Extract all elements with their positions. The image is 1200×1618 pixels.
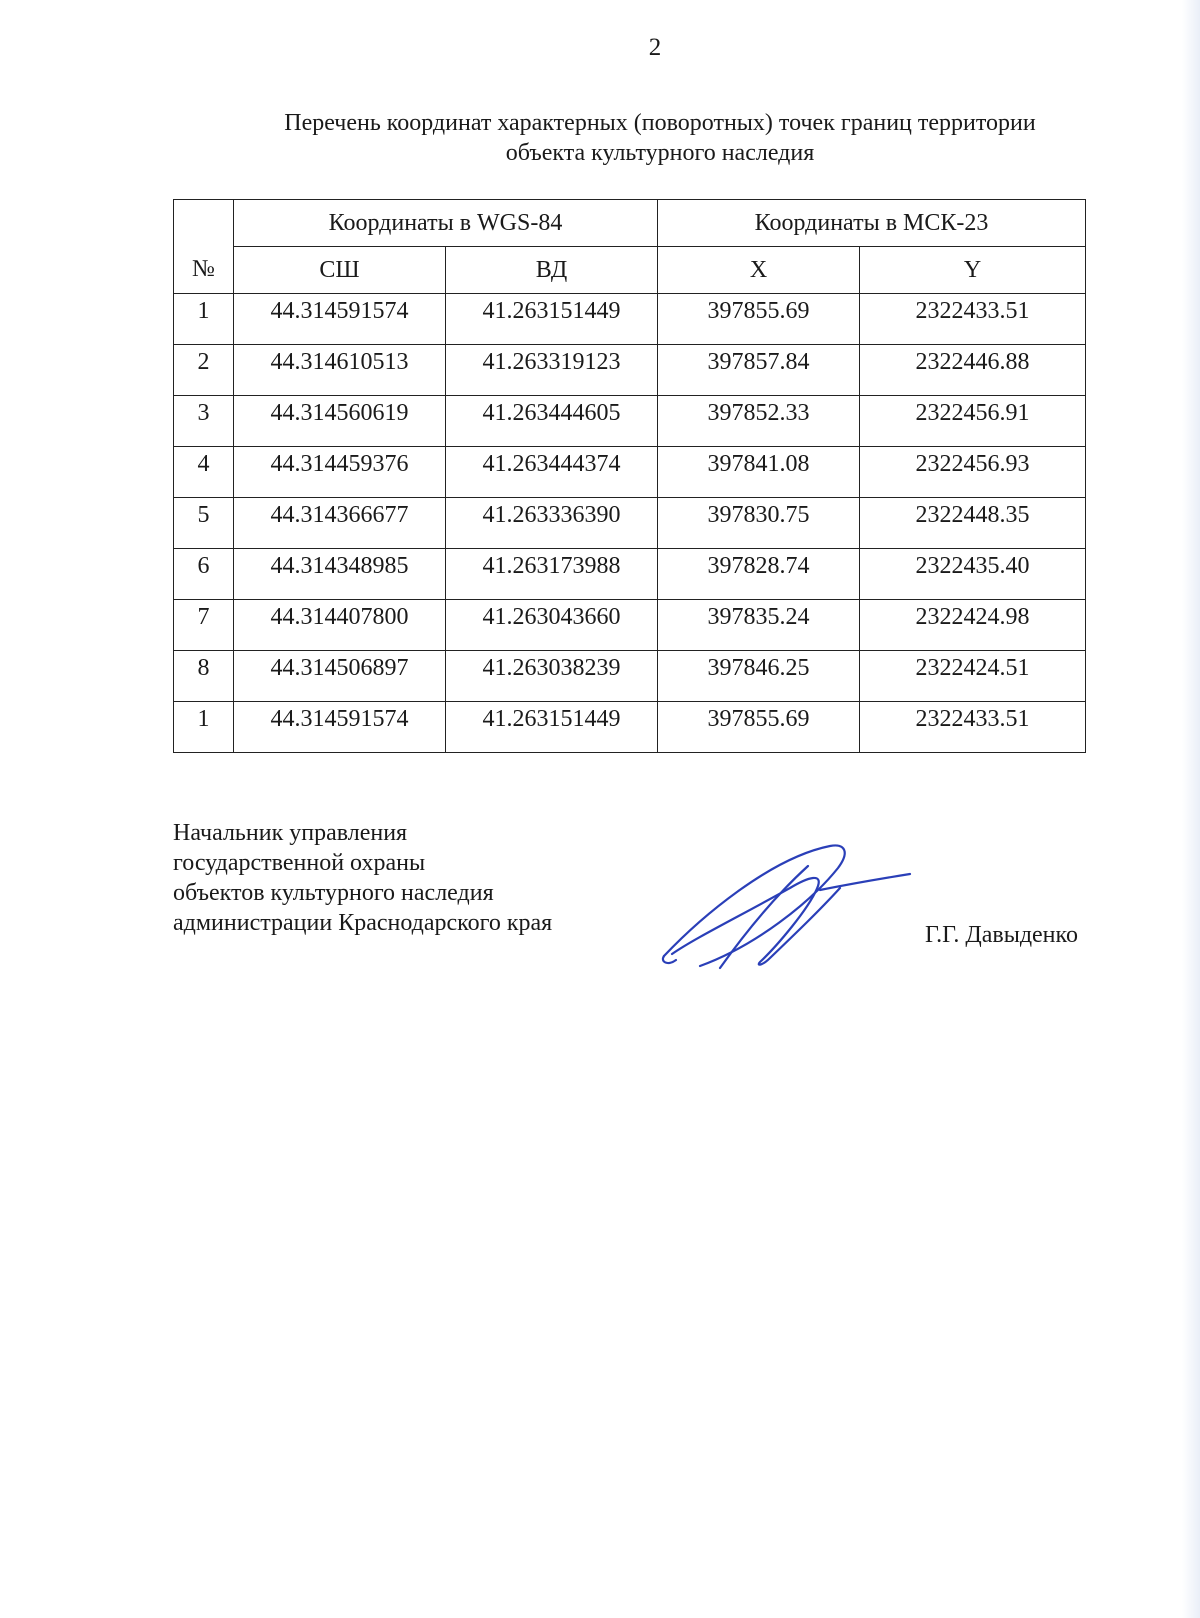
cell-y: 2322433.51 (860, 702, 1086, 753)
cell-latitude: 44.314459376 (234, 447, 446, 498)
cell-x: 397852.33 (658, 396, 860, 447)
cell-y: 2322433.51 (860, 294, 1086, 345)
table-row (174, 498, 1086, 549)
cell-x: 397841.08 (658, 447, 860, 498)
cell-point-number: 2 (174, 345, 234, 396)
table-column-header-row (174, 247, 1086, 294)
cell-longitude: 41.263151449 (446, 702, 658, 753)
scan-edge-shadow (1182, 0, 1200, 1618)
cell-y: 2322456.93 (860, 447, 1086, 498)
column-header-y: Y (860, 247, 1086, 294)
cell-point-number: 4 (174, 447, 234, 498)
handwritten-signature (660, 838, 940, 978)
cell-y: 2322424.51 (860, 651, 1086, 702)
title-line-2: объекта культурного наследия (505, 140, 815, 166)
signer-name: Г.Г. Давыденко (925, 922, 1078, 948)
cell-longitude: 41.263043660 (446, 600, 658, 651)
cell-longitude: 41.263444605 (446, 396, 658, 447)
table-row (174, 345, 1086, 396)
cell-x: 397857.84 (658, 345, 860, 396)
cell-latitude: 44.314407800 (234, 600, 446, 651)
table-row (174, 549, 1086, 600)
table-row (174, 447, 1086, 498)
cell-y: 2322456.91 (860, 396, 1086, 447)
signer-position-line: Начальник управления (173, 820, 408, 846)
cell-point-number: 8 (174, 651, 234, 702)
cell-latitude: 44.314560619 (234, 396, 446, 447)
group-header-msk23: Координаты в МСК-23 (658, 200, 1086, 247)
signer-position-line: администрации Краснодарского края (173, 910, 553, 936)
cell-x: 397828.74 (658, 549, 860, 600)
cell-x: 397855.69 (658, 294, 860, 345)
group-header-wgs84: Координаты в WGS-84 (234, 200, 658, 247)
cell-y: 2322446.88 (860, 345, 1086, 396)
signer-position (173, 818, 552, 938)
cell-x: 397846.25 (658, 651, 860, 702)
document-title (160, 108, 1160, 168)
table-row (174, 702, 1086, 753)
cell-x: 397855.69 (658, 702, 860, 753)
signer-position-line: объектов культурного наследия (173, 880, 494, 906)
cell-longitude: 41.263336390 (446, 498, 658, 549)
cell-y: 2322448.35 (860, 498, 1086, 549)
cell-point-number: 1 (174, 702, 234, 753)
cell-longitude: 41.263151449 (446, 294, 658, 345)
cell-latitude: 44.314348985 (234, 549, 446, 600)
signer-position-line: государственной охраны (173, 850, 426, 876)
title-line-1: Перечень координат характерных (поворотных) точек границ территории (284, 110, 1036, 136)
cell-latitude: 44.314366677 (234, 498, 446, 549)
cell-longitude: 41.263038239 (446, 651, 658, 702)
table-row (174, 294, 1086, 345)
cell-latitude: 44.314591574 (234, 702, 446, 753)
cell-longitude: 41.263173988 (446, 549, 658, 600)
table-row (174, 600, 1086, 651)
column-header-lon: ВД (446, 247, 658, 294)
cell-latitude: 44.314591574 (234, 294, 446, 345)
column-header-x: X (658, 247, 860, 294)
cell-x: 397830.75 (658, 498, 860, 549)
column-header-num: № (174, 200, 234, 294)
cell-longitude: 41.263319123 (446, 345, 658, 396)
coordinates-table (173, 199, 1086, 753)
cell-longitude: 41.263444374 (446, 447, 658, 498)
cell-x: 397835.24 (658, 600, 860, 651)
cell-point-number: 3 (174, 396, 234, 447)
cell-point-number: 5 (174, 498, 234, 549)
page-number: 2 (648, 34, 662, 61)
cell-point-number: 1 (174, 294, 234, 345)
cell-point-number: 6 (174, 549, 234, 600)
table-group-header-row (174, 200, 1086, 247)
cell-y: 2322424.98 (860, 600, 1086, 651)
cell-latitude: 44.314506897 (234, 651, 446, 702)
table-row (174, 396, 1086, 447)
cell-latitude: 44.314610513 (234, 345, 446, 396)
table-row (174, 651, 1086, 702)
cell-y: 2322435.40 (860, 549, 1086, 600)
column-header-lat: СШ (234, 247, 446, 294)
cell-point-number: 7 (174, 600, 234, 651)
